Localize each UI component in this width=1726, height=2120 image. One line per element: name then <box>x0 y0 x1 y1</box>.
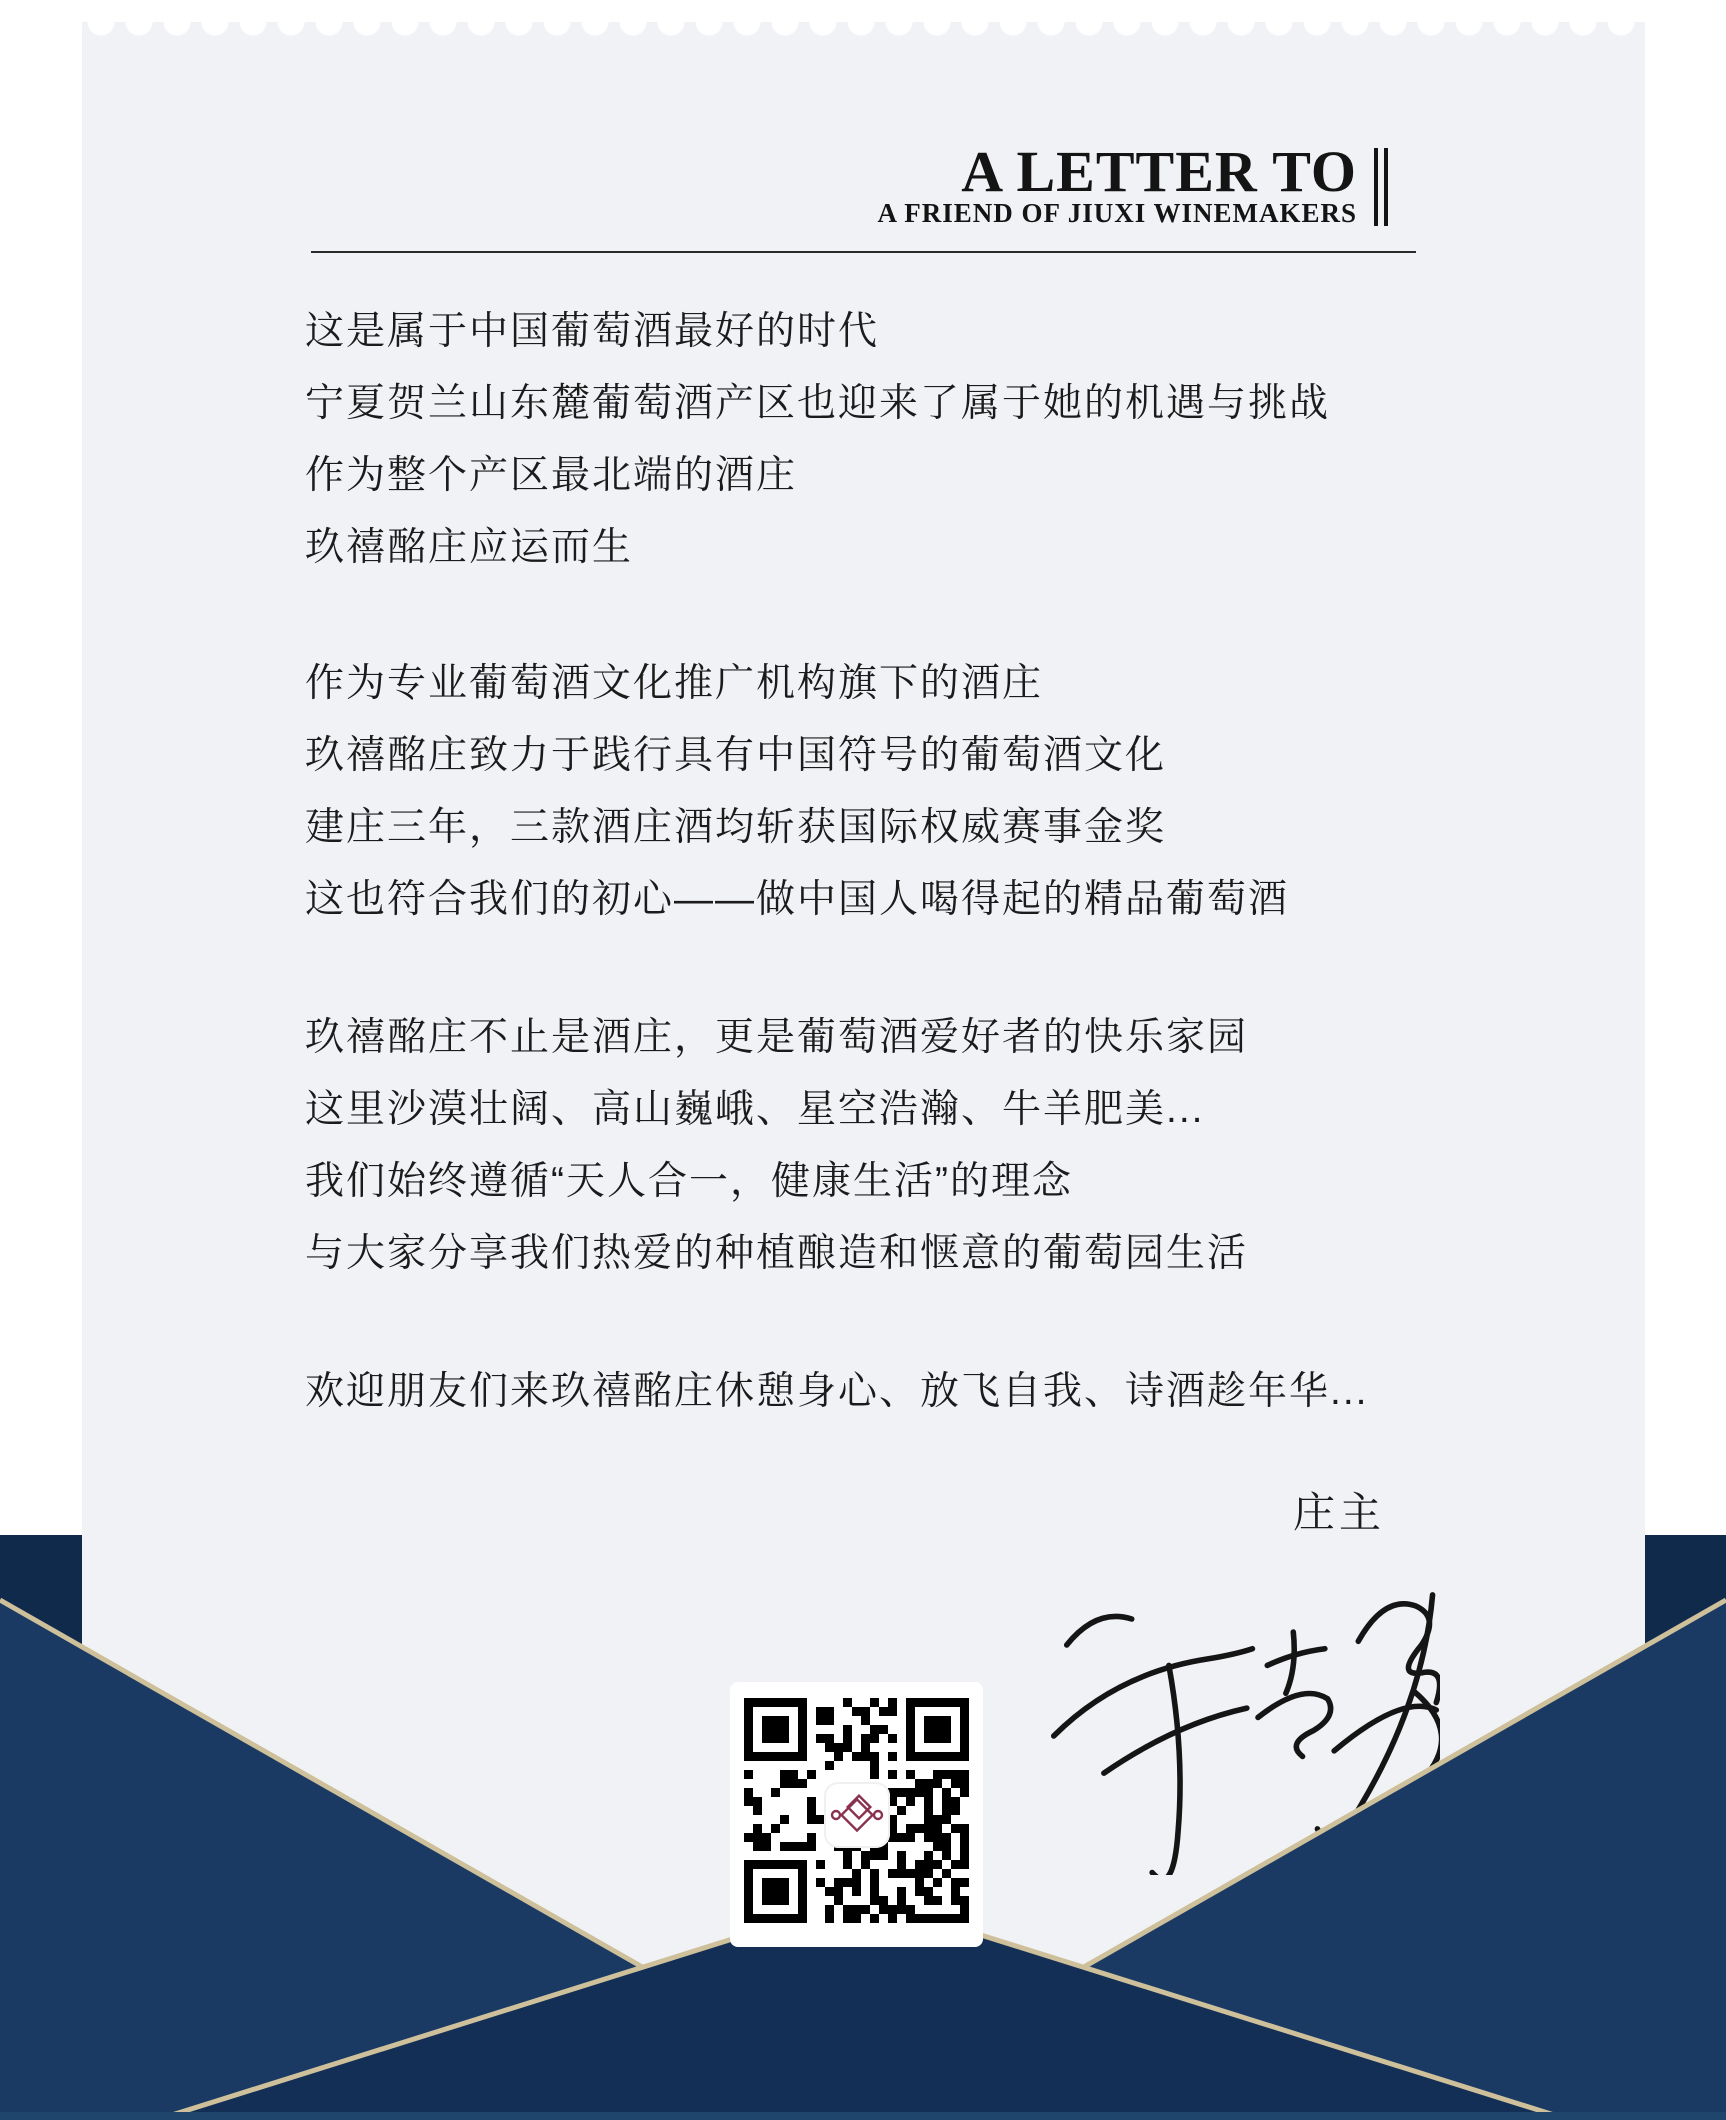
letter-paragraph <box>305 1002 1485 1290</box>
letter-line: 欢迎朋友们来玖禧酩庄休憩身心、放飞自我、诗酒趁年华... <box>305 1370 1369 1413</box>
masthead-subtitle: A FRIEND OF JIUXI WINEMAKERS <box>877 198 1357 228</box>
letter-paragraph <box>305 296 1485 584</box>
letter-line: 玖禧酩庄不止是酒庄，更是葡萄酒爱好者的快乐家园 <box>305 1016 1249 1059</box>
signoff-label: 庄主 <box>1292 1489 1385 1536</box>
letter-paragraph <box>305 1356 1485 1428</box>
letter-paragraph <box>305 648 1485 936</box>
qr-code <box>730 1682 983 1947</box>
letter-line: 这是属于中国葡萄酒最好的时代 <box>305 310 880 353</box>
qr-center-logo <box>824 1782 890 1848</box>
letter-line: 建庄三年，三款酒庄酒均斩获国际权威赛事金奖 <box>305 806 1167 849</box>
letter-line: 与大家分享我们热爱的种植酿造和惬意的葡萄园生活 <box>305 1232 1249 1275</box>
letter-line: 作为专业葡萄酒文化推广机构旗下的酒庄 <box>305 662 1044 705</box>
letter-line: 玖禧酩庄致力于践行具有中国符号的葡萄酒文化 <box>305 734 1167 777</box>
letter-line: 作为整个产区最北端的酒庄 <box>305 454 798 497</box>
paper-torn-edge <box>82 22 1645 46</box>
diamond-knot-icon <box>827 1785 887 1845</box>
masthead-divider <box>311 251 1416 253</box>
double-bar-ornament-icon <box>1374 148 1392 226</box>
masthead-title: A LETTER TO <box>961 139 1357 204</box>
owner-signature <box>1050 1545 1440 1875</box>
letter-line: 宁夏贺兰山东麓葡萄酒产区也迎来了属于她的机遇与挑战 <box>305 382 1331 425</box>
letter-line: 这也符合我们的初心——做中国人喝得起的精品葡萄酒 <box>305 878 1290 921</box>
letter-line: 这里沙漠壮阔、高山巍峨、星空浩瀚、牛羊肥美... <box>305 1088 1205 1131</box>
letter-line: 玖禧酩庄应运而生 <box>305 526 634 569</box>
letter-line: 我们始终遵循“天人合一，健康生活”的理念 <box>305 1160 1073 1203</box>
